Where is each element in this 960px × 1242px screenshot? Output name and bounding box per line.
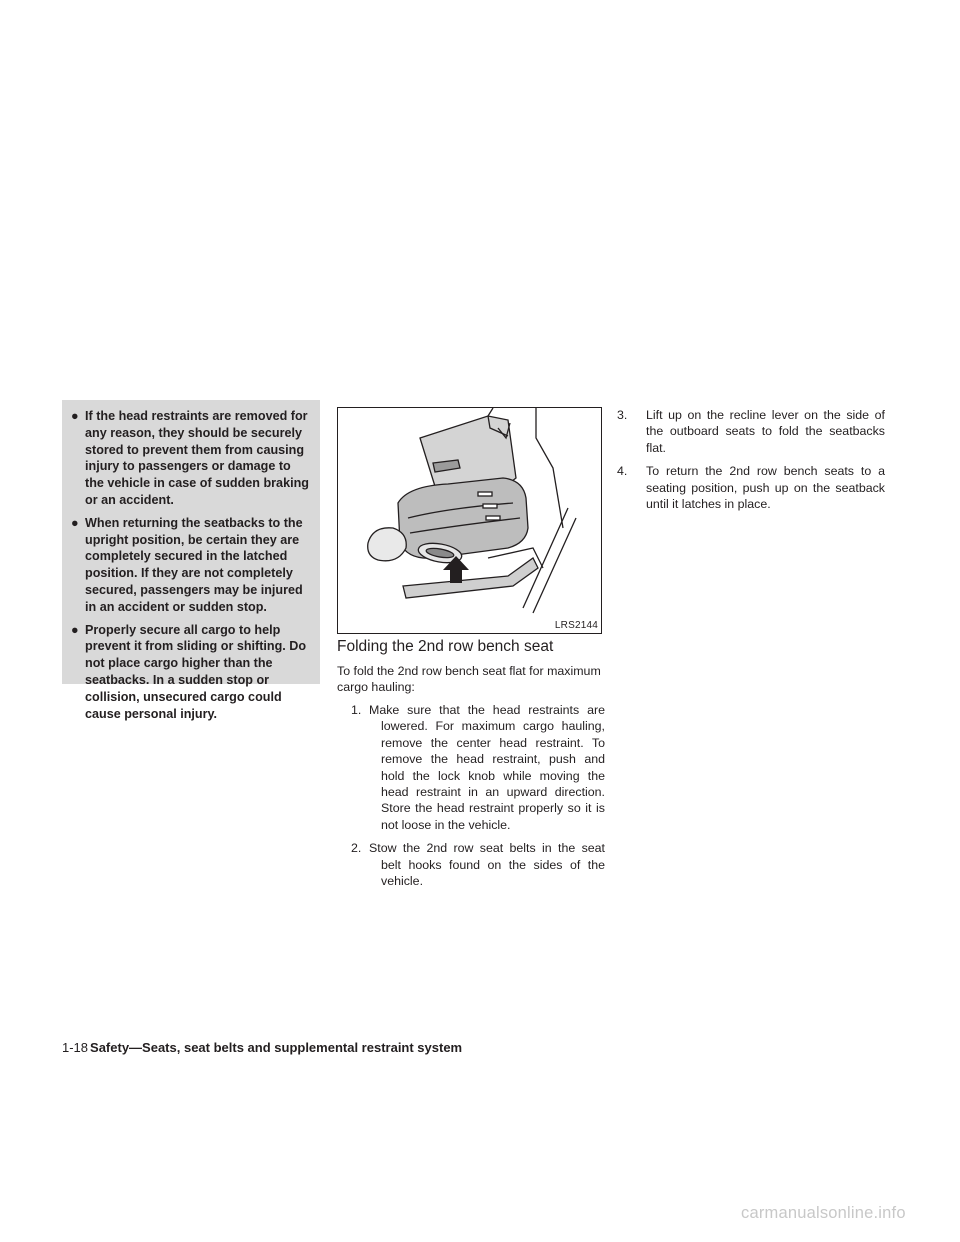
steps-list	[337, 702, 605, 896]
warning-box	[62, 400, 320, 721]
bullet-icon: ●	[71, 409, 79, 423]
step-text: Lift up on the recline lever on the side of the outboard seats to fold the seatbacks flat.	[646, 408, 885, 455]
bullet-icon: ●	[71, 515, 79, 530]
steps-list-continued	[617, 407, 885, 519]
chapter-title: Safety—Seats, seat belts and supplemental restraint system	[90, 1040, 463, 1055]
warning-text: If the head restraints are removed for any reason, they should be securely stored to prevent them from causing injury to passengers or damage to the vehicle in case of sudden braking or an accident.	[85, 409, 309, 507]
warning-item	[71, 515, 310, 616]
page-footer	[62, 1040, 462, 1055]
bullet-icon: ●	[71, 622, 79, 637]
watermark: carmanualsonline.info	[741, 1204, 906, 1222]
list-item	[617, 463, 885, 512]
warning-text: Properly secure all cargo to help prevent it from sliding or shifting. Do not place cargo higher than the seatbacks. In a sudden stop or collision, unsecured cargo could cause personal injury.	[85, 622, 307, 721]
page-number: 1-18	[62, 1040, 89, 1055]
step-number: 2.	[351, 841, 362, 856]
step-number: 1.	[351, 703, 362, 717]
section-intro: To fold the 2nd row bench seat flat for maximum cargo hauling:	[337, 664, 601, 695]
warning-item	[71, 408, 310, 509]
warning-text: When returning the seatbacks to the upright position, be certain they are completely secured in the latched position. If they are not completely secured, passengers may be injured in an accident or sudden stop.	[85, 515, 303, 614]
step-number: 3.	[617, 408, 628, 422]
warning-item	[71, 622, 310, 723]
list-item	[337, 840, 605, 889]
figure-code: LRS2144	[554, 620, 598, 631]
folded-seat-drawing	[338, 408, 602, 634]
step-text: Make sure that the head restraints are lowered. For maximum cargo hauling, remove the center head restraint. To remove the head restraint, push and hold the lock knob while moving the head restraint in an upward direction. Store the head restraint properly so it is not loose in the vehicle.	[369, 703, 605, 832]
section-title: Folding the 2nd row bench seat	[337, 638, 554, 655]
list-item	[617, 407, 885, 456]
step-text: To return the 2nd row bench seats to a seating position, push up on the seatback until it latches in place.	[646, 464, 885, 512]
step-number: 4.	[617, 464, 628, 479]
list-item	[337, 702, 605, 833]
step-text: Stow the 2nd row seat belts in the seat belt hooks found on the sides of the vehicle.	[369, 841, 605, 889]
seat-illustration	[337, 407, 602, 634]
